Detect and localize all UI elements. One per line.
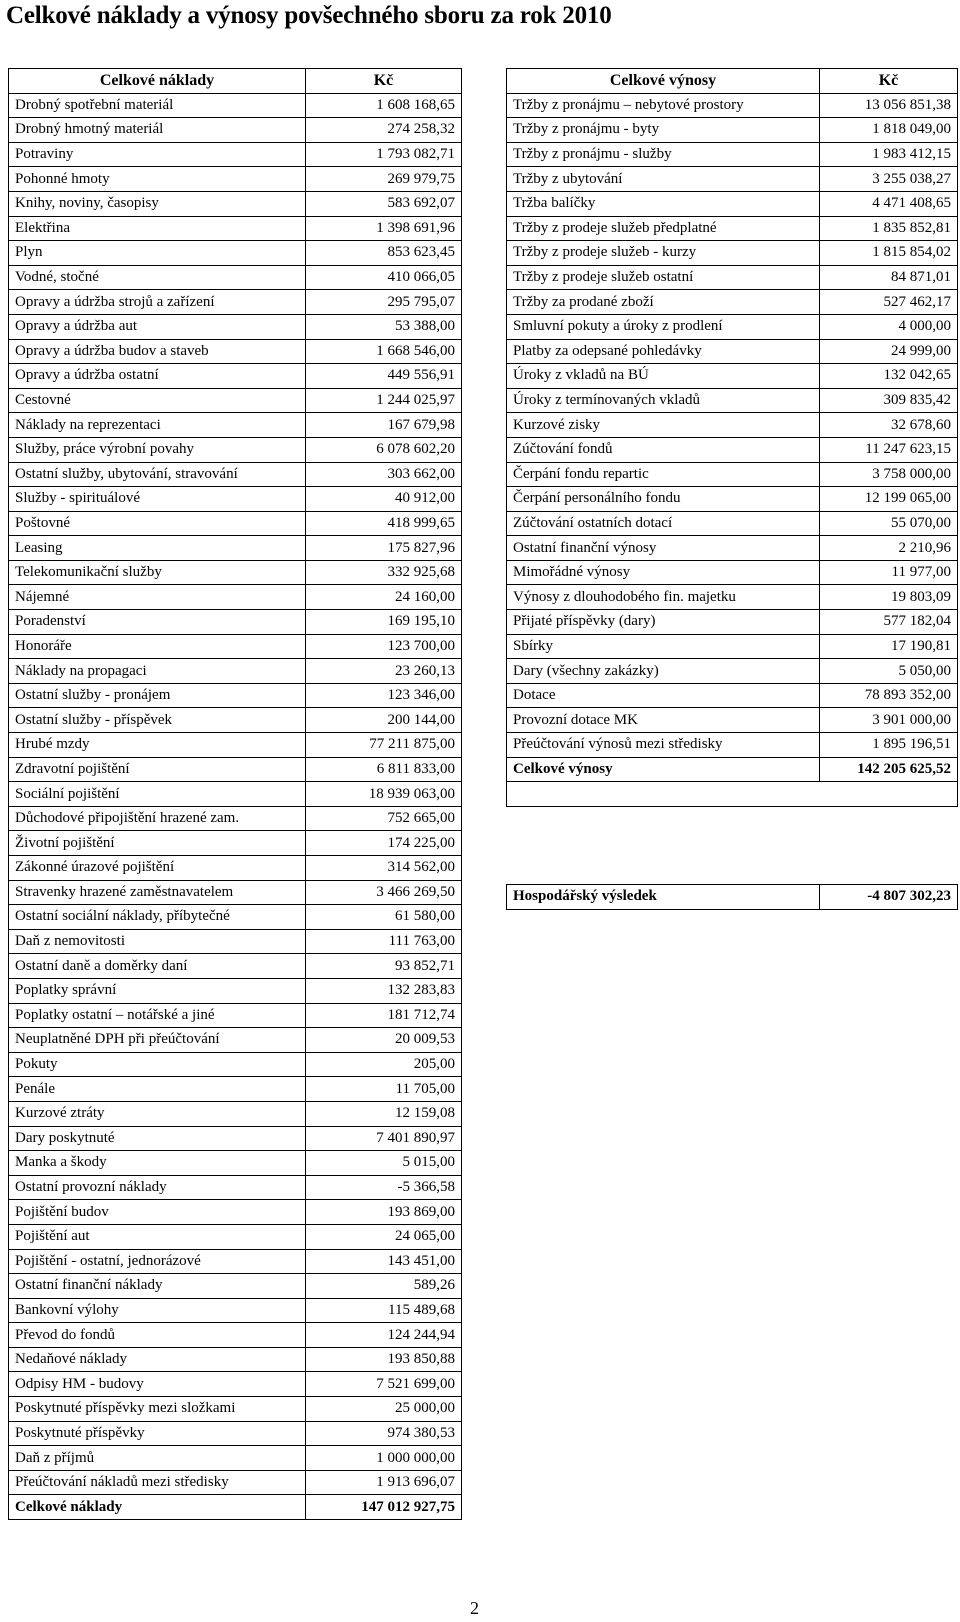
revenues-item-value: 527 462,17 xyxy=(820,290,958,315)
revenues-item-label: Úroky z vkladů na BÚ xyxy=(507,364,820,389)
costs-row xyxy=(9,1151,462,1176)
costs-item-value: 167 679,98 xyxy=(306,413,462,438)
revenues-item-value: 3 901 000,00 xyxy=(820,708,958,733)
costs-item-label: Náklady na propagaci xyxy=(9,659,306,684)
costs-item-label: Cestovné xyxy=(9,388,306,413)
revenues-item-label: Tržby z pronájmu – nebytové prostory xyxy=(507,93,820,118)
costs-header-currency: Kč xyxy=(306,69,462,94)
costs-row xyxy=(9,462,462,487)
result-row xyxy=(507,885,958,910)
costs-item-label: Neuplatněné DPH při přeúčtování xyxy=(9,1028,306,1053)
costs-item-label: Služby - spirituálové xyxy=(9,487,306,512)
revenues-item-label: Mimořádné výnosy xyxy=(507,560,820,585)
costs-item-value: 6 078 602,20 xyxy=(306,437,462,462)
costs-row xyxy=(9,1347,462,1372)
costs-item-label: Poštovné xyxy=(9,511,306,536)
costs-row xyxy=(9,560,462,585)
costs-item-label: Penále xyxy=(9,1077,306,1102)
costs-item-value: 11 705,00 xyxy=(306,1077,462,1102)
costs-item-value: 583 692,07 xyxy=(306,191,462,216)
costs-item-value: 332 925,68 xyxy=(306,560,462,585)
costs-item-label: Ostatní daně a doměrky daní xyxy=(9,954,306,979)
revenues-item-value: 1 895 196,51 xyxy=(820,733,958,758)
revenues-item-value: 24 999,00 xyxy=(820,339,958,364)
costs-row xyxy=(9,1126,462,1151)
costs-row xyxy=(9,142,462,167)
costs-row xyxy=(9,1028,462,1053)
costs-item-label: Leasing xyxy=(9,536,306,561)
revenues-row xyxy=(507,142,958,167)
costs-item-value: 175 827,96 xyxy=(306,536,462,561)
revenues-row xyxy=(507,388,958,413)
revenues-row xyxy=(507,93,958,118)
costs-item-label: Pojištění budov xyxy=(9,1200,306,1225)
costs-row xyxy=(9,880,462,905)
revenues-item-value: 19 803,09 xyxy=(820,585,958,610)
costs-row xyxy=(9,536,462,561)
costs-row xyxy=(9,782,462,807)
costs-item-label: Potraviny xyxy=(9,142,306,167)
revenues-header-row xyxy=(507,69,958,94)
costs-row xyxy=(9,167,462,192)
revenues-item-value: 11 247 623,15 xyxy=(820,437,958,462)
costs-item-label: Dary poskytnuté xyxy=(9,1126,306,1151)
costs-item-value: 1 244 025,97 xyxy=(306,388,462,413)
costs-item-value: -5 366,58 xyxy=(306,1175,462,1200)
revenues-item-label: Zúčtování ostatních dotací xyxy=(507,511,820,536)
costs-item-value: 169 195,10 xyxy=(306,610,462,635)
costs-row xyxy=(9,265,462,290)
revenues-row xyxy=(507,413,958,438)
costs-item-value: 123 700,00 xyxy=(306,634,462,659)
costs-row xyxy=(9,1397,462,1422)
revenues-row xyxy=(507,118,958,143)
revenues-header-label: Celkové výnosy xyxy=(507,69,820,94)
revenues-item-value: 3 758 000,00 xyxy=(820,462,958,487)
costs-item-label: Poradenství xyxy=(9,610,306,635)
costs-item-value: 200 144,00 xyxy=(306,708,462,733)
costs-item-label: Telekomunikační služby xyxy=(9,560,306,585)
revenues-item-label: Tržby z pronájmu - byty xyxy=(507,118,820,143)
costs-row xyxy=(9,1274,462,1299)
costs-item-value: 410 066,05 xyxy=(306,265,462,290)
revenues-item-value: 132 042,65 xyxy=(820,364,958,389)
revenues-item-label: Přeúčtování výnosů mezi středisky xyxy=(507,733,820,758)
revenues-item-label: Smluvní pokuty a úroky z prodlení xyxy=(507,314,820,339)
result-value: -4 807 302,23 xyxy=(820,885,958,910)
costs-row xyxy=(9,683,462,708)
costs-row xyxy=(9,1249,462,1274)
costs-item-value: 853 623,45 xyxy=(306,241,462,266)
costs-row xyxy=(9,290,462,315)
costs-item-value: 3 466 269,50 xyxy=(306,880,462,905)
costs-item-label: Životní pojištění xyxy=(9,831,306,856)
costs-item-label: Daň z nemovitosti xyxy=(9,929,306,954)
costs-item-value: 143 451,00 xyxy=(306,1249,462,1274)
costs-item-label: Ostatní služby, ubytování, stravování xyxy=(9,462,306,487)
costs-total-label: Celkové náklady xyxy=(9,1495,306,1520)
costs-item-value: 111 763,00 xyxy=(306,929,462,954)
costs-item-label: Odpisy HM - budovy xyxy=(9,1372,306,1397)
costs-row xyxy=(9,1372,462,1397)
revenues-row xyxy=(507,487,958,512)
costs-item-value: 124 244,94 xyxy=(306,1323,462,1348)
revenues-body xyxy=(507,93,958,806)
costs-row xyxy=(9,610,462,635)
revenues-item-value: 55 070,00 xyxy=(820,511,958,536)
revenues-item-label: Tržby z prodeje služeb - kurzy xyxy=(507,241,820,266)
costs-item-value: 174 225,00 xyxy=(306,831,462,856)
costs-item-label: Opravy a údržba strojů a zařízení xyxy=(9,290,306,315)
revenues-item-value: 12 199 065,00 xyxy=(820,487,958,512)
costs-item-value: 23 260,13 xyxy=(306,659,462,684)
costs-header-label: Celkové náklady xyxy=(9,69,306,94)
costs-item-label: Sociální pojištění xyxy=(9,782,306,807)
costs-item-label: Ostatní sociální náklady, příbytečné xyxy=(9,905,306,930)
revenues-item-label: Kurzové zisky xyxy=(507,413,820,438)
costs-row xyxy=(9,216,462,241)
revenues-item-value: 309 835,42 xyxy=(820,388,958,413)
revenues-row xyxy=(507,536,958,561)
costs-item-label: Kurzové ztráty xyxy=(9,1101,306,1126)
costs-item-value: 7 521 699,00 xyxy=(306,1372,462,1397)
costs-item-value: 295 795,07 xyxy=(306,290,462,315)
revenues-item-label: Ostatní finanční výnosy xyxy=(507,536,820,561)
costs-item-label: Pojištění - ostatní, jednorázové xyxy=(9,1249,306,1274)
costs-item-label: Přeúčtování nákladů mezi středisky xyxy=(9,1470,306,1495)
costs-row xyxy=(9,1200,462,1225)
revenues-row xyxy=(507,511,958,536)
costs-row xyxy=(9,733,462,758)
result-label: Hospodářský výsledek xyxy=(507,885,820,910)
costs-item-label: Daň z příjmů xyxy=(9,1446,306,1471)
result-table xyxy=(506,884,958,910)
costs-row xyxy=(9,905,462,930)
costs-item-value: 18 939 063,00 xyxy=(306,782,462,807)
costs-row xyxy=(9,511,462,536)
costs-item-label: Stravenky hrazené zaměstnavatelem xyxy=(9,880,306,905)
revenues-item-value: 1 815 854,02 xyxy=(820,241,958,266)
costs-item-value: 7 401 890,97 xyxy=(306,1126,462,1151)
costs-item-value: 77 211 875,00 xyxy=(306,733,462,758)
costs-item-value: 132 283,83 xyxy=(306,978,462,1003)
revenues-item-label: Tržby z ubytování xyxy=(507,167,820,192)
costs-row xyxy=(9,339,462,364)
costs-row xyxy=(9,487,462,512)
costs-table xyxy=(8,68,462,1520)
revenues-item-label: Čerpání personálního fondu xyxy=(507,487,820,512)
costs-row xyxy=(9,1224,462,1249)
revenues-row xyxy=(507,585,958,610)
costs-row xyxy=(9,1323,462,1348)
costs-item-label: Elektřina xyxy=(9,216,306,241)
costs-item-label: Manka a škody xyxy=(9,1151,306,1176)
costs-item-label: Poskytnuté příspěvky xyxy=(9,1421,306,1446)
revenues-row xyxy=(507,364,958,389)
revenues-item-value: 17 190,81 xyxy=(820,634,958,659)
revenues-item-value: 11 977,00 xyxy=(820,560,958,585)
revenues-row xyxy=(507,191,958,216)
revenues-item-label: Čerpání fondu repartic xyxy=(507,462,820,487)
revenues-item-label: Platby za odepsané pohledávky xyxy=(507,339,820,364)
revenues-item-value: 1 818 049,00 xyxy=(820,118,958,143)
costs-body xyxy=(9,93,462,1519)
costs-item-value: 5 015,00 xyxy=(306,1151,462,1176)
costs-row xyxy=(9,241,462,266)
costs-item-value: 1 913 696,07 xyxy=(306,1470,462,1495)
revenues-item-label: Dary (všechny zakázky) xyxy=(507,659,820,684)
costs-item-value: 449 556,91 xyxy=(306,364,462,389)
costs-item-label: Hrubé mzdy xyxy=(9,733,306,758)
costs-row xyxy=(9,388,462,413)
costs-item-label: Honoráře xyxy=(9,634,306,659)
costs-item-label: Opravy a údržba aut xyxy=(9,314,306,339)
revenues-row xyxy=(507,634,958,659)
costs-row xyxy=(9,806,462,831)
revenues-row xyxy=(507,314,958,339)
revenues-row xyxy=(507,659,958,684)
costs-item-label: Náklady na reprezentaci xyxy=(9,413,306,438)
costs-item-label: Nedaňové náklady xyxy=(9,1347,306,1372)
costs-item-value: 93 852,71 xyxy=(306,954,462,979)
costs-row xyxy=(9,831,462,856)
revenues-row xyxy=(507,216,958,241)
costs-header-row xyxy=(9,69,462,94)
costs-item-label: Pokuty xyxy=(9,1052,306,1077)
costs-total-value: 147 012 927,75 xyxy=(306,1495,462,1520)
costs-item-label: Služby, práce výrobní povahy xyxy=(9,437,306,462)
costs-row xyxy=(9,634,462,659)
revenues-item-label: Přijaté příspěvky (dary) xyxy=(507,610,820,635)
revenues-item-value: 84 871,01 xyxy=(820,265,958,290)
costs-item-value: 123 346,00 xyxy=(306,683,462,708)
costs-row xyxy=(9,929,462,954)
costs-item-value: 1 398 691,96 xyxy=(306,216,462,241)
costs-item-value: 115 489,68 xyxy=(306,1298,462,1323)
revenues-item-value: 78 893 352,00 xyxy=(820,683,958,708)
revenues-item-label: Zúčtování fondů xyxy=(507,437,820,462)
page-number: 2 xyxy=(470,1598,479,1618)
revenues-item-label: Sbírky xyxy=(507,634,820,659)
revenues-row xyxy=(507,610,958,635)
costs-row xyxy=(9,1101,462,1126)
revenues-item-value: 1 983 412,15 xyxy=(820,142,958,167)
revenues-item-value: 3 255 038,27 xyxy=(820,167,958,192)
costs-row xyxy=(9,1421,462,1446)
costs-row xyxy=(9,1470,462,1495)
revenues-item-value: 13 056 851,38 xyxy=(820,93,958,118)
costs-item-value: 193 850,88 xyxy=(306,1347,462,1372)
costs-row xyxy=(9,191,462,216)
revenues-item-label: Úroky z termínovaných vkladů xyxy=(507,388,820,413)
costs-item-label: Ostatní služby - pronájem xyxy=(9,683,306,708)
costs-total-row xyxy=(9,1495,462,1520)
costs-row xyxy=(9,314,462,339)
revenues-empty-row xyxy=(507,782,958,807)
costs-item-value: 40 912,00 xyxy=(306,487,462,512)
costs-item-value: 1 608 168,65 xyxy=(306,93,462,118)
revenues-item-label: Provozní dotace MK xyxy=(507,708,820,733)
revenues-total-label: Celkové výnosy xyxy=(507,757,820,782)
revenues-row xyxy=(507,708,958,733)
costs-item-label: Poplatky ostatní – notářské a jiné xyxy=(9,1003,306,1028)
costs-row xyxy=(9,1175,462,1200)
revenues-item-value: 4 471 408,65 xyxy=(820,191,958,216)
costs-item-label: Důchodové připojištění hrazené zam. xyxy=(9,806,306,831)
revenues-total-value: 142 205 625,52 xyxy=(820,757,958,782)
revenues-row xyxy=(507,290,958,315)
revenues-row xyxy=(507,241,958,266)
costs-item-value: 181 712,74 xyxy=(306,1003,462,1028)
costs-item-value: 589,26 xyxy=(306,1274,462,1299)
costs-row xyxy=(9,659,462,684)
revenues-item-value: 32 678,60 xyxy=(820,413,958,438)
costs-item-label: Ostatní provozní náklady xyxy=(9,1175,306,1200)
costs-item-label: Zdravotní pojištění xyxy=(9,757,306,782)
costs-row xyxy=(9,437,462,462)
costs-item-value: 269 979,75 xyxy=(306,167,462,192)
costs-row xyxy=(9,978,462,1003)
costs-row xyxy=(9,1298,462,1323)
costs-item-value: 6 811 833,00 xyxy=(306,757,462,782)
costs-item-value: 24 065,00 xyxy=(306,1224,462,1249)
revenues-item-value: 577 182,04 xyxy=(820,610,958,635)
revenues-item-label: Dotace xyxy=(507,683,820,708)
costs-row xyxy=(9,708,462,733)
costs-item-label: Vodné, stočné xyxy=(9,265,306,290)
revenues-item-value: 4 000,00 xyxy=(820,314,958,339)
costs-item-label: Opravy a údržba ostatní xyxy=(9,364,306,389)
revenues-row xyxy=(507,339,958,364)
costs-row xyxy=(9,413,462,438)
costs-item-value: 53 388,00 xyxy=(306,314,462,339)
costs-item-label: Pojištění aut xyxy=(9,1224,306,1249)
costs-item-label: Nájemné xyxy=(9,585,306,610)
page-title: Celkové náklady a výnosy povšechného sboru za rok 2010 xyxy=(6,2,612,29)
revenues-item-label: Tržby z pronájmu - služby xyxy=(507,142,820,167)
costs-row xyxy=(9,1446,462,1471)
costs-item-value: 205,00 xyxy=(306,1052,462,1077)
costs-row xyxy=(9,118,462,143)
costs-item-value: 25 000,00 xyxy=(306,1397,462,1422)
costs-row xyxy=(9,856,462,881)
costs-item-label: Drobný spotřební materiál xyxy=(9,93,306,118)
costs-item-value: 274 258,32 xyxy=(306,118,462,143)
costs-item-label: Bankovní výlohy xyxy=(9,1298,306,1323)
costs-item-value: 1 668 546,00 xyxy=(306,339,462,364)
costs-item-value: 418 999,65 xyxy=(306,511,462,536)
costs-row xyxy=(9,757,462,782)
revenues-item-value: 2 210,96 xyxy=(820,536,958,561)
revenues-item-label: Tržby z prodeje služeb předplatné xyxy=(507,216,820,241)
costs-item-value: 24 160,00 xyxy=(306,585,462,610)
revenues-item-value: 1 835 852,81 xyxy=(820,216,958,241)
revenues-row xyxy=(507,167,958,192)
revenues-row xyxy=(507,265,958,290)
costs-item-label: Knihy, noviny, časopisy xyxy=(9,191,306,216)
revenues-header-currency: Kč xyxy=(820,69,958,94)
costs-row xyxy=(9,954,462,979)
revenues-item-value: 5 050,00 xyxy=(820,659,958,684)
costs-row xyxy=(9,364,462,389)
costs-item-label: Zákonné úrazové pojištění xyxy=(9,856,306,881)
revenues-row xyxy=(507,683,958,708)
costs-item-label: Ostatní služby - příspěvek xyxy=(9,708,306,733)
costs-item-value: 314 562,00 xyxy=(306,856,462,881)
costs-item-label: Ostatní finanční náklady xyxy=(9,1274,306,1299)
costs-item-label: Pohonné hmoty xyxy=(9,167,306,192)
revenues-row xyxy=(507,560,958,585)
revenues-item-label: Tržby z prodeje služeb ostatní xyxy=(507,265,820,290)
costs-item-value: 303 662,00 xyxy=(306,462,462,487)
revenues-table xyxy=(506,68,958,807)
costs-item-value: 752 665,00 xyxy=(306,806,462,831)
revenues-empty-cell xyxy=(507,782,958,807)
costs-item-label: Opravy a údržba budov a staveb xyxy=(9,339,306,364)
revenues-row xyxy=(507,437,958,462)
costs-row xyxy=(9,93,462,118)
costs-item-value: 1 000 000,00 xyxy=(306,1446,462,1471)
costs-item-value: 20 009,53 xyxy=(306,1028,462,1053)
costs-item-label: Poplatky správní xyxy=(9,978,306,1003)
costs-item-value: 193 869,00 xyxy=(306,1200,462,1225)
revenues-item-label: Tržba balíčky xyxy=(507,191,820,216)
costs-item-value: 1 793 082,71 xyxy=(306,142,462,167)
revenues-item-label: Tržby za prodané zboží xyxy=(507,290,820,315)
costs-item-label: Převod do fondů xyxy=(9,1323,306,1348)
costs-item-value: 12 159,08 xyxy=(306,1101,462,1126)
costs-item-value: 974 380,53 xyxy=(306,1421,462,1446)
costs-row xyxy=(9,585,462,610)
revenues-total-row xyxy=(507,757,958,782)
costs-item-value: 61 580,00 xyxy=(306,905,462,930)
costs-row xyxy=(9,1052,462,1077)
costs-item-label: Drobný hmotný materiál xyxy=(9,118,306,143)
costs-item-label: Poskytnuté příspěvky mezi složkami xyxy=(9,1397,306,1422)
revenues-item-label: Výnosy z dlouhodobého fin. majetku xyxy=(507,585,820,610)
costs-row xyxy=(9,1077,462,1102)
revenues-row xyxy=(507,462,958,487)
revenues-row xyxy=(507,733,958,758)
costs-item-label: Plyn xyxy=(9,241,306,266)
costs-row xyxy=(9,1003,462,1028)
